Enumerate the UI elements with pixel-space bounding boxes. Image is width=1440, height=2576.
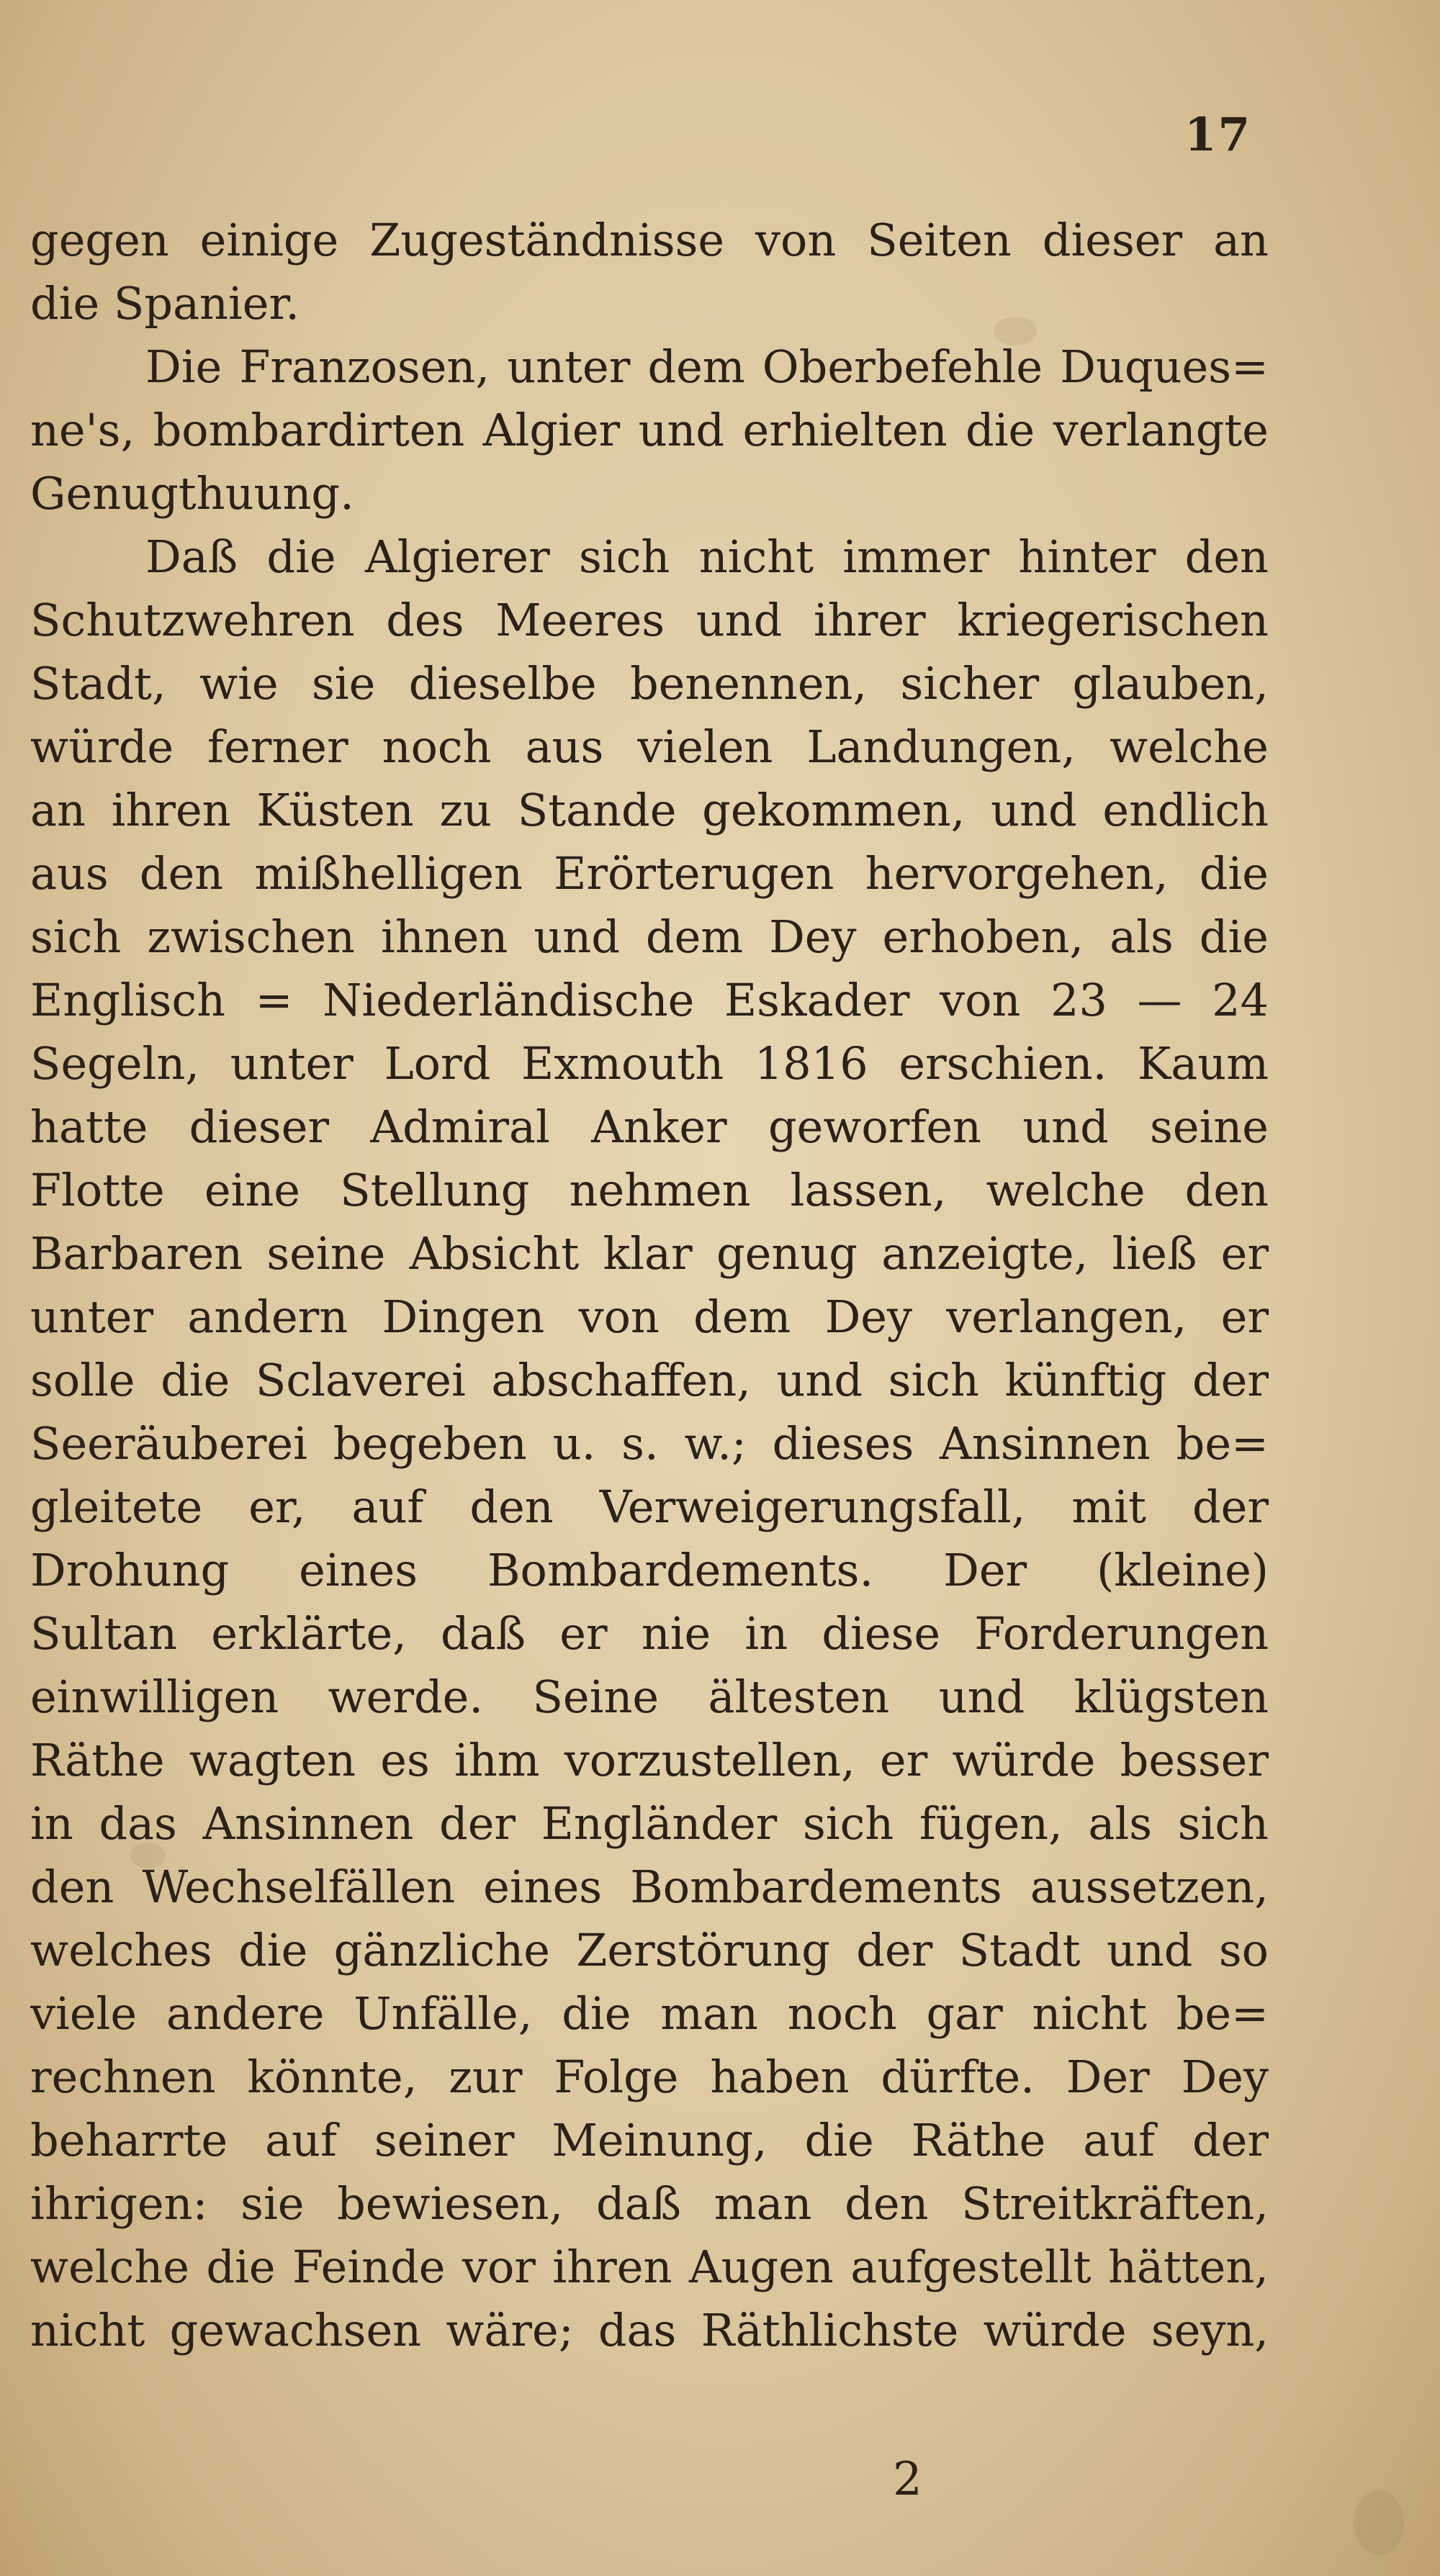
text-line: Stadt, wie sie dieselbe benennen, sicher glauben, (30, 657, 1269, 710)
text-line: Seeräuberei begeben u. s. w.; dieses Ansinnen be= (30, 1417, 1269, 1470)
text-line: aus den mißhelligen Erörterugen hervorgehen, die (30, 847, 1269, 900)
signature-mark: 2 (893, 2453, 922, 2506)
text-line: gegen einige Zugeständnisse von Seiten dieser an (30, 214, 1269, 266)
text-line: ihrigen: sie bewiesen, daß man den Streitkräften, (30, 2177, 1269, 2230)
text-line: beharrte auf seiner Meinung, die Räthe auf der (30, 2114, 1269, 2166)
text-line: Räthe wagten es ihm vorzustellen, er würde besser (30, 1734, 1269, 1786)
text-line: sich zwischen ihnen und dem Dey erhoben, als die (30, 910, 1269, 963)
text-line: Flotte eine Stellung nehmen lassen, welche den (30, 1164, 1269, 1216)
text-line: ne's, bombardirten Algier und erhielten die verlangte (30, 404, 1269, 456)
text-line: würde ferner noch aus vielen Landungen, welche (30, 720, 1269, 773)
text-line: gleitete er, auf den Verweigerungsfall, mit der (30, 1481, 1269, 1533)
text-line: welche die Feinde vor ihren Augen aufgestellt hätten, (30, 2241, 1269, 2293)
text-line: viele andere Unfälle, die man noch gar nicht be= (30, 1987, 1269, 2040)
text-line: Sultan erklärte, daß er nie in diese Forderungen (30, 1607, 1269, 1660)
text-line: Schutzwehren des Meeres und ihrer kriegerischen (30, 594, 1269, 646)
text-line: einwilligen werde. Seine ältesten und klügsten (30, 1671, 1269, 1723)
text-line: rechnen könnte, zur Folge haben dürfte. Der Dey (30, 2051, 1269, 2103)
text-line: Barbaren seine Absicht klar genug anzeigte, ließ er (30, 1227, 1269, 1280)
text-line: an ihren Küsten zu Stande gekommen, und endlich (30, 784, 1269, 836)
text-line: welches die gänzliche Zerstörung der Stadt und so (30, 1924, 1269, 1976)
page-number: 17 (1184, 108, 1251, 162)
text-line: solle die Sclaverei abschaffen, und sich künftig der (30, 1354, 1269, 1406)
text-line: Daß die Algierer sich nicht immer hinter den (145, 530, 1269, 583)
text-line: Englisch = Niederländische Eskader von 23 — 24 (30, 974, 1269, 1026)
text-line: Segeln, unter Lord Exmouth 1816 erschien. Kaum (30, 1037, 1269, 1090)
text-line: nicht gewachsen wäre; das Räthlichste würde seyn, (30, 2304, 1269, 2356)
text-line: hatte dieser Admiral Anker geworfen und seine (30, 1101, 1269, 1153)
text-line: Genugthuung. (30, 467, 354, 520)
text-line: den Wechselfällen eines Bombardements aussetzen, (30, 1861, 1269, 1913)
body-text (30, 209, 1269, 2362)
text-line: in das Ansinnen der Engländer sich fügen, als sich (30, 1797, 1269, 1850)
text-line: die Spanier. (30, 277, 300, 330)
text-line: Die Franzosen, unter dem Oberbefehle Duques= (145, 340, 1269, 393)
text-line: unter andern Dingen von dem Dey verlangen, er (30, 1291, 1269, 1343)
paper-stain (1354, 2490, 1404, 2555)
text-line: Drohung eines Bombardements. Der (kleine) (30, 1544, 1269, 1596)
